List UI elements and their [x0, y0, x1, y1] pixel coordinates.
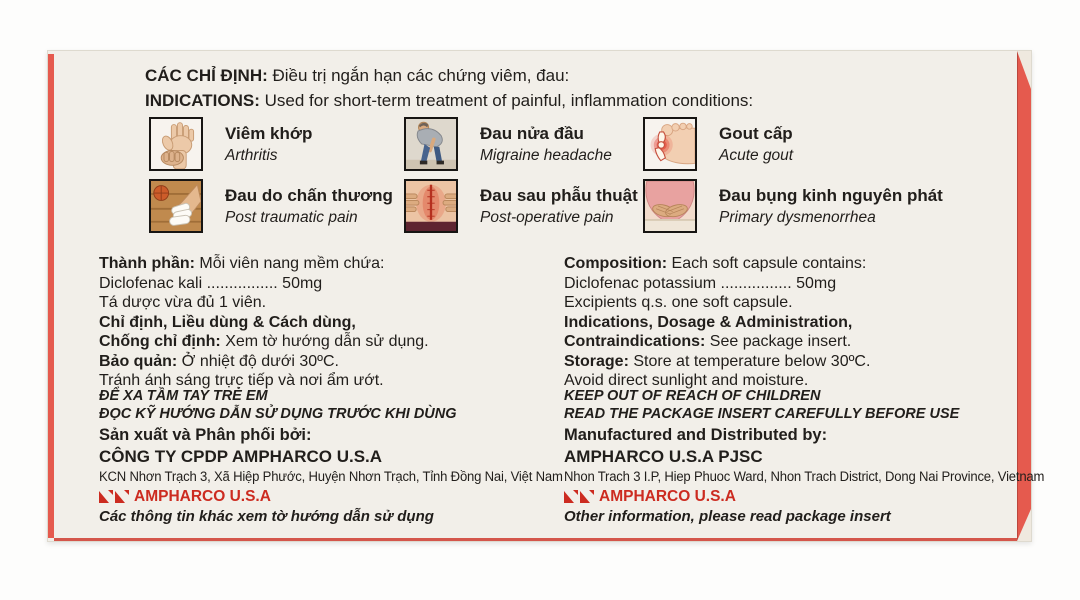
manufacturer-vi	[99, 425, 577, 486]
indication-label-en: Migraine headache	[480, 147, 612, 164]
manufacturer-company: AMPHARCO U.S.A PJSC	[564, 447, 763, 466]
brand-row	[564, 488, 891, 505]
composition-line: Indications, Dosage & Administration,	[564, 313, 853, 331]
indication-label-vi: Gout cấp	[719, 124, 793, 143]
ampharco-logo-icon	[99, 490, 129, 504]
indication-label-vi: Viêm khớp	[225, 124, 313, 143]
composition-line: Chống chỉ định: Xem tờ hướng dẫn sử dụng.	[99, 333, 429, 350]
indication-label-en: Primary dysmenorrhea	[719, 209, 876, 226]
gout-icon	[643, 117, 697, 171]
indication-label-vi: Đau nửa đầu	[480, 124, 584, 143]
manufacturer-address: Nhon Trach 3 I.P, Hiep Phuoc Ward, Nhon Trach District, Dong Nai Province, Vietnam	[564, 469, 1045, 484]
arthritis-icon	[149, 117, 203, 171]
composition-line: Diclofenac kali ................ 50mg	[99, 274, 323, 292]
medicine-box-back-panel	[47, 50, 1045, 542]
composition-line: Excipients q.s. one soft capsule.	[564, 294, 793, 311]
composition-line: Contraindications: See package insert.	[564, 333, 852, 350]
post-op-icon	[404, 179, 458, 233]
indication-label-vi: Đau sau phẫu thuật	[480, 186, 638, 205]
ampharco-logo-icon	[564, 490, 594, 504]
indication-label-en: Acute gout	[719, 147, 794, 164]
manufacturer-address: KCN Nhơn Trạch 3, Xã Hiệp Phước, Huyện Nhơn Trạch, Tỉnh Đồng Nai, Việt Nam	[99, 469, 563, 484]
footer-note: Other information, please read package insert	[564, 508, 891, 525]
footer-en	[564, 488, 891, 525]
composition-line: Diclofenac potassium ................ 50mg	[564, 274, 837, 292]
composition-line: Tránh ánh sáng trực tiếp và nơi ẩm ướt.	[99, 372, 384, 389]
indication-label-en: Arthritis	[225, 147, 278, 164]
brand-name: AMPHARCO U.S.A	[599, 487, 736, 505]
warning-line: ĐỌC KỸ HƯỚNG DẪN SỬ DỤNG TRƯỚC KHI DÙNG	[99, 405, 457, 422]
box-bottom-red-edge	[54, 538, 1019, 541]
warning-line: ĐỂ XA TẦM TAY TRẺ EM	[99, 388, 268, 404]
indications-header	[145, 63, 753, 113]
brand-row	[99, 488, 434, 505]
composition-line: Chỉ định, Liều dùng & Cách dùng,	[99, 313, 356, 331]
composition-line: Bảo quản: Ở nhiệt độ dưới 30ºC.	[99, 352, 339, 370]
box-top-flap	[1017, 51, 1031, 89]
dysmenorrhea-icon	[643, 179, 697, 233]
indications-header-en: INDICATIONS: Used for short-term treatment of painful, inflammation conditions:	[145, 91, 754, 110]
manufacturer-label: Sản xuất và Phân phối bởi:	[99, 426, 312, 444]
composition-section-en	[564, 254, 870, 391]
warning-line: READ THE PACKAGE INSERT CAREFULLY BEFORE USE	[564, 405, 960, 422]
manufacturer-en	[564, 425, 1059, 486]
trauma-icon	[149, 179, 203, 233]
composition-line: Thành phần: Mỗi viên nang mềm chứa:	[99, 255, 385, 272]
composition-section-vi	[99, 254, 429, 391]
brand-name: AMPHARCO U.S.A	[134, 487, 271, 505]
warning-line: KEEP OUT OF REACH OF CHILDREN	[564, 388, 821, 404]
manufacturer-label: Manufactured and Distributed by:	[564, 426, 828, 444]
footer-note: Các thông tin khác xem tờ hướng dẫn sử dụng	[99, 508, 434, 525]
footer-vi	[99, 488, 434, 525]
warning-vi	[99, 388, 457, 423]
box-left-red-edge	[48, 54, 54, 538]
composition-line: Avoid direct sunlight and moisture.	[564, 372, 809, 389]
composition-line: Tá dược vừa đủ 1 viên.	[99, 294, 267, 311]
warning-en	[564, 388, 959, 423]
composition-line: Composition: Each soft capsule contains:	[564, 255, 867, 272]
migraine-icon	[404, 117, 458, 171]
box-bottom-flap	[1017, 509, 1031, 541]
indication-label-vi: Đau do chấn thương	[225, 186, 393, 205]
indication-label-en: Post traumatic pain	[225, 209, 358, 226]
indications-header-vi: CÁC CHỈ ĐỊNH: Điều trị ngắn hạn các chứng viêm, đau:	[145, 66, 570, 85]
indication-label-en: Post-operative pain	[480, 209, 614, 226]
manufacturer-company: CÔNG TY CPDP AMPHARCO U.S.A	[99, 447, 383, 466]
composition-line: Storage: Store at temperature below 30ºC.	[564, 352, 871, 370]
indication-label-vi: Đau bụng kinh nguyên phát	[719, 186, 943, 205]
